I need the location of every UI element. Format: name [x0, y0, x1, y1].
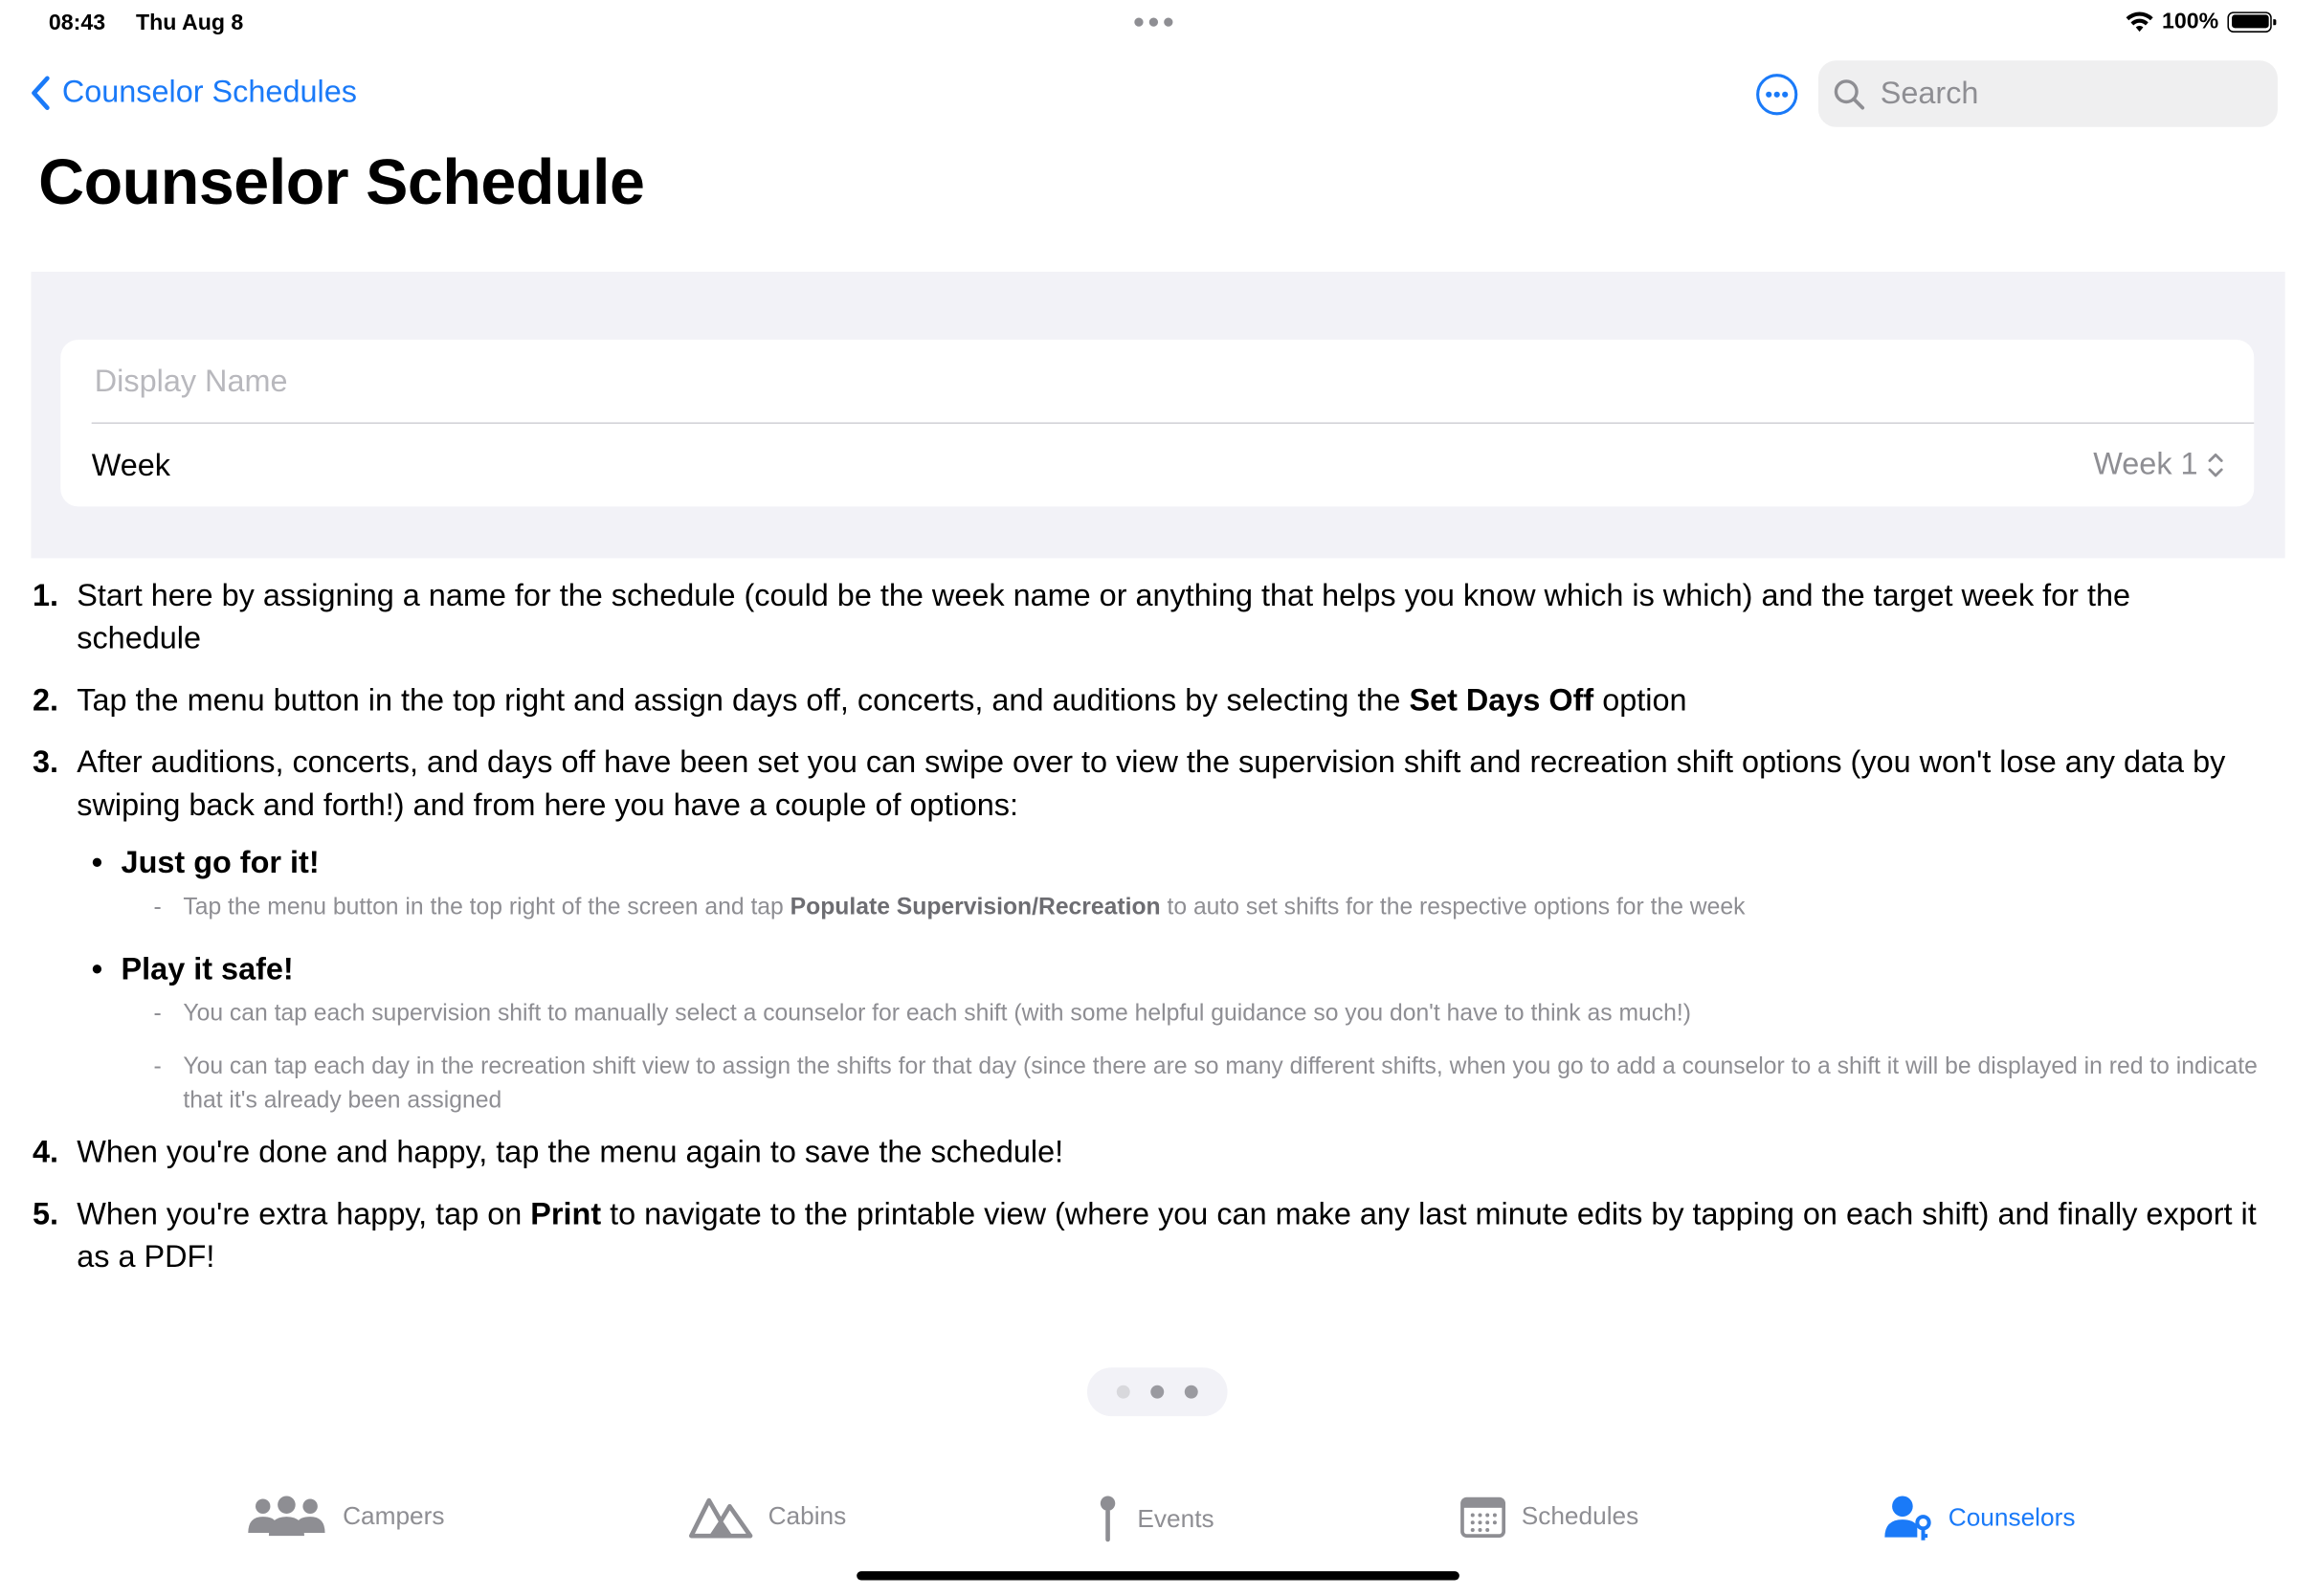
- option-title: • Play it safe!: [91, 952, 294, 986]
- step-text: When you're extra happy, tap on Print to navigate to the printable view (where you can make any last minute edits by tapping on each shift) and finally export it as a PDF!: [77, 1197, 2257, 1275]
- tab-label: Counselors: [1948, 1503, 2076, 1532]
- status-bar: [0, 0, 2316, 44]
- display-name-input[interactable]: [92, 358, 2225, 408]
- option-title: • Just go for it!: [91, 846, 320, 880]
- option-detail: - Tap the menu button in the top right of the screen and tap Populate Supervision/Recreation to auto set shifts for the respective options for the week: [153, 895, 1746, 920]
- tab-events[interactable]: [1093, 1495, 1214, 1544]
- step-number: 2.: [32, 683, 58, 719]
- tab-schedules[interactable]: [1459, 1495, 1638, 1539]
- status-date: Thu Aug 8: [135, 10, 244, 36]
- search-input[interactable]: [1878, 75, 2238, 113]
- tab-label: Cabins: [768, 1501, 847, 1530]
- wifi-icon: [2125, 11, 2152, 33]
- form-section: [31, 272, 2284, 558]
- multitasking-dots[interactable]: [1134, 18, 1172, 27]
- tab-label: Events: [1137, 1504, 1214, 1534]
- status-right: [2125, 9, 2271, 33]
- page-dot[interactable]: [1117, 1385, 1130, 1399]
- step-text: After auditions, concerts, and days off have been set you can swipe over to view the supervision shift and recreation shift options (you won't lose any data by swiping back and forth!) and from here you have a couple of options:: [77, 745, 2226, 823]
- week-row[interactable]: [60, 424, 2254, 506]
- form-card: [60, 340, 2254, 506]
- tab-campers[interactable]: [245, 1495, 444, 1539]
- option-detail: - You can tap each supervision shift to manually select a counselor for each shift (with some helpful guidance so you don't have to think as much!): [153, 1001, 1691, 1027]
- tab-label: Schedules: [1521, 1501, 1639, 1530]
- page-dot[interactable]: [1185, 1385, 1198, 1399]
- step-number: 3.: [32, 745, 58, 780]
- tab-cabins[interactable]: [688, 1495, 846, 1539]
- week-label: Week: [91, 449, 170, 483]
- option-detail: - You can tap each day in the recreation shift view to assign the shifts for that day (since there are so many different shifts, when you go to add a counselor to a shift it will be displayed in red to indicate that it's already been assigned: [153, 1053, 2258, 1114]
- tent-icon: [688, 1495, 753, 1539]
- page-title: Counselor Schedule: [38, 147, 645, 219]
- back-button[interactable]: [24, 74, 357, 112]
- calendar-icon: [1459, 1495, 1506, 1539]
- chevron-up-down-icon: [2207, 451, 2225, 480]
- page-dot[interactable]: [1150, 1385, 1164, 1399]
- instruction-step: [33, 1131, 2263, 1174]
- instruction-step: [33, 574, 2263, 660]
- back-button-label: Counselor Schedules: [61, 75, 357, 110]
- instructions-list: [33, 574, 2263, 1297]
- step-text: Tap the menu button in the top right and assign days off, concerts, and auditions by selecting the Set Days Off option: [77, 683, 1687, 719]
- display-name-row: [60, 340, 2254, 422]
- page-indicator[interactable]: [1087, 1367, 1228, 1416]
- pin-icon: [1093, 1495, 1123, 1544]
- step-number: 1.: [32, 579, 58, 613]
- step-number: 5.: [32, 1197, 58, 1232]
- instruction-step: [33, 742, 2263, 828]
- step-text: When you're done and happy, tap the menu again to save the schedule!: [77, 1135, 1064, 1170]
- people-icon: [245, 1495, 327, 1539]
- tab-counselors[interactable]: [1883, 1495, 2076, 1541]
- ellipsis-circle-icon[interactable]: [1755, 73, 1799, 117]
- step-number: 4.: [32, 1135, 58, 1170]
- tab-label: Campers: [343, 1501, 445, 1530]
- chevron-left-icon: [24, 74, 62, 112]
- search-icon: [1833, 78, 1865, 110]
- home-indicator: [857, 1571, 1459, 1580]
- person-key-icon: [1883, 1495, 1933, 1541]
- step-text: Start here by assigning a name for the schedule (could be the week name or anything that helps you know which is which) and the target week for the schedule: [77, 579, 2131, 656]
- battery-percent: 100%: [2161, 9, 2219, 34]
- week-picker-value: Week 1: [2093, 447, 2198, 482]
- instruction-step: [33, 1193, 2263, 1279]
- week-picker[interactable]: [2093, 448, 2224, 483]
- instruction-step: [33, 679, 2263, 722]
- search-field[interactable]: [1818, 60, 2278, 126]
- status-time: 08:43: [48, 10, 106, 36]
- tab-bar: [0, 1476, 2316, 1565]
- battery-icon: [2227, 11, 2271, 33]
